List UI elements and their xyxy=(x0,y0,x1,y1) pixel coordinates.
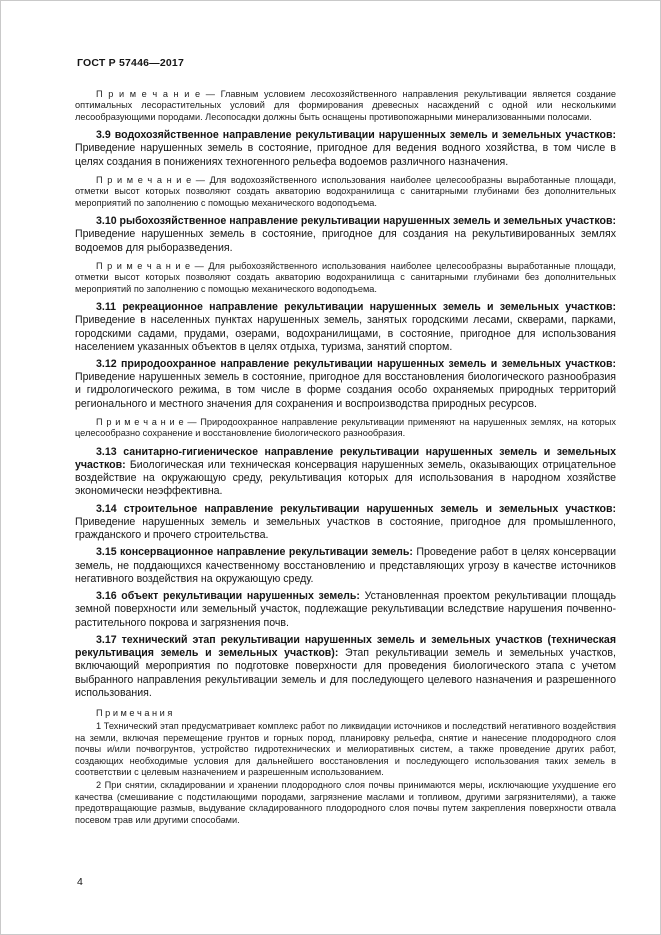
term-definition: Приведение нарушенных земель в состояние, пригодное для восстановления биологического разнообразия и гидрологического режима, в том числе в форме создания особо охраняемых природных территорий регионального и местного значения для сохранения и воспроизводства природных ресурсов. xyxy=(75,371,616,410)
term-heading: 3.12 природоохранное направление рекультивации нарушенных земель и земельных участков: xyxy=(96,358,616,370)
term-heading: 3.13 санитарно-гигиеническое направление рекультивации нарушенных земель и земельных участков: xyxy=(75,445,616,471)
page-number: 4 xyxy=(77,876,83,888)
term-heading: 3.9 водохозяйственное направление рекультивации нарушенных земель и земельных участков: xyxy=(96,129,616,142)
term-paragraph-3-11 xyxy=(75,301,616,354)
term-heading: 3.14 строительное направление рекультивации нарушенных земель и земельных участков: xyxy=(96,502,616,515)
note-paragraph: П р и м е ч а н и е — Главным условием лесохозяйственного направления рекультивации является создание оптимальных лесорастительных условий для формирования древесных насаждений с одной или несколькими лесообразующими породами. Лесопосадки должны быть оснащены противопожарными минерализованными полосами. xyxy=(75,89,616,122)
notes-section-heading: П р и м е ч а н и я xyxy=(96,707,173,718)
note-item-1: 1 Технический этап предусматривает комплекс работ по ликвидации источников и последствий негативного воздействия на земли, включая перемещение грунтов и горных пород, планировку рельефа, снятие и нанесение плодородного слоя почвы и/или почвогрунтов, устройство гидротехнических и мелиоративных систем, а также проведение других работ, создающих необходимые условия для дальнейшего восстановления и последующего использования таких земель в соответствии с целевым назначением и разрешенным использованием. xyxy=(75,721,616,777)
term-paragraph-3-12 xyxy=(75,358,616,411)
term-heading: 3.11 рекреационное направление рекультивации нарушенных земель и земельных участков: xyxy=(96,301,616,314)
note-paragraph: П р и м е ч а н и е — Для водохозяйственного использования наиболее целесообразны выработанные площади, отметки высот которых позволяют создать акваторию водохранилища с санитарными глубинами без дополнительных мероприятий по заполнению с помощью механического водоподъема. xyxy=(75,174,616,208)
term-definition: Этап рекультивации земель и земельных участков, включающий мероприятия по подготовке поверхности для проведения биологического этапа с учетом выбранного направления рекультивации земель и для последующего целевого назначения и разрешенного использования. xyxy=(75,647,617,699)
term-paragraph-3-17 xyxy=(75,634,616,700)
term-paragraph-3-14 xyxy=(75,503,616,543)
term-paragraph-3-9 xyxy=(75,129,616,169)
term-heading: 3.10 рыбохозяйственное направление рекультивации нарушенных земель и земельных участков: xyxy=(96,215,617,228)
note-paragraph: П р и м е ч а н и е — Природоохранное направление рекультивации применяют на нарушенных землях, на которых целесообразно сохранение и восстановление биологического разнообразия. xyxy=(75,416,616,439)
term-heading: 3.16 объект рекультивации нарушенных земель: xyxy=(96,590,360,603)
term-paragraph-3-15 xyxy=(75,546,616,586)
term-heading: 3.17 технический этап рекультивации нарушенных земель и земельных участков (техническая рекультивация земель и земельных участков): xyxy=(75,633,616,660)
document-header: ГОСТ Р 57446—2017 xyxy=(77,57,185,69)
term-definition: Приведение в населенных пунктах нарушенных земель, занятых городскими лесами, скверами, парками, городскими садами, прудами, озерами, водохранилищами, в состояние, пригодное для использования населением указанных объектов в целях отдыха, туризма, занятий спортом. xyxy=(75,314,616,353)
term-definition: Приведение нарушенных земель и земельных участков в состояние, пригодное для промышленного, гражданского и прочего строительства. xyxy=(75,515,616,542)
term-paragraph-3-10 xyxy=(75,215,616,255)
term-paragraph-3-16 xyxy=(75,590,616,630)
term-heading: 3.15 консервационное направление рекультивации земель: xyxy=(96,546,413,559)
note-paragraph: П р и м е ч а н и е — Для рыбохозяйственного использования наиболее целесообразны выработанные площади, отметки высот которых позволяют создать акваторию водохранилища с санитарными глубинами без дополнительных мероприятий по заполнению с помощью механического водоподъема. xyxy=(75,260,616,294)
term-definition: Приведение нарушенных земель в состояние, пригодное для ведения водного хозяйства, в том числе в целях создания в понижениях техногенного рельефа водоемов различного назначения. xyxy=(75,142,616,168)
note-item-2: 2 При снятии, складировании и хранении плодородного слоя почвы принимаются меры, исключающие ухудшение его качества (смешивание с подстилающими породами, загрязнение маслами и топливом, другими загрязнителями), а также предотвращающие размыв, выдувание складированного плодородного слоя почвы путем закрепления поверхности отвала посевом трав или другими способами. xyxy=(75,780,616,825)
term-definition: Проведение работ в целях консервации земель, не поддающихся качественному восстановлению и представляющих угрозу в качестве источников негативного воздействия на окружающую среду. xyxy=(75,546,617,585)
term-paragraph-3-13 xyxy=(75,446,616,499)
term-definition: Биологическая или техническая консервация нарушенных земель, оказывающих отрицательное воздействие на окружающую среду, рекультивация которых для использования в народном хозяйстве экономически неэффективна. xyxy=(75,458,616,498)
term-definition: Приведение нарушенных земель в состояние, пригодное для создания на рекультивированных землях водоемов для рыборазведения. xyxy=(75,228,616,254)
term-definition: Установленная проектом рекультивации площадь земной поверхности или земельный участок, подлежащие рекультивации вследствие нарушения почвенно-растительного покрова и загрязнения почв. xyxy=(75,590,616,629)
document-body xyxy=(75,89,616,826)
